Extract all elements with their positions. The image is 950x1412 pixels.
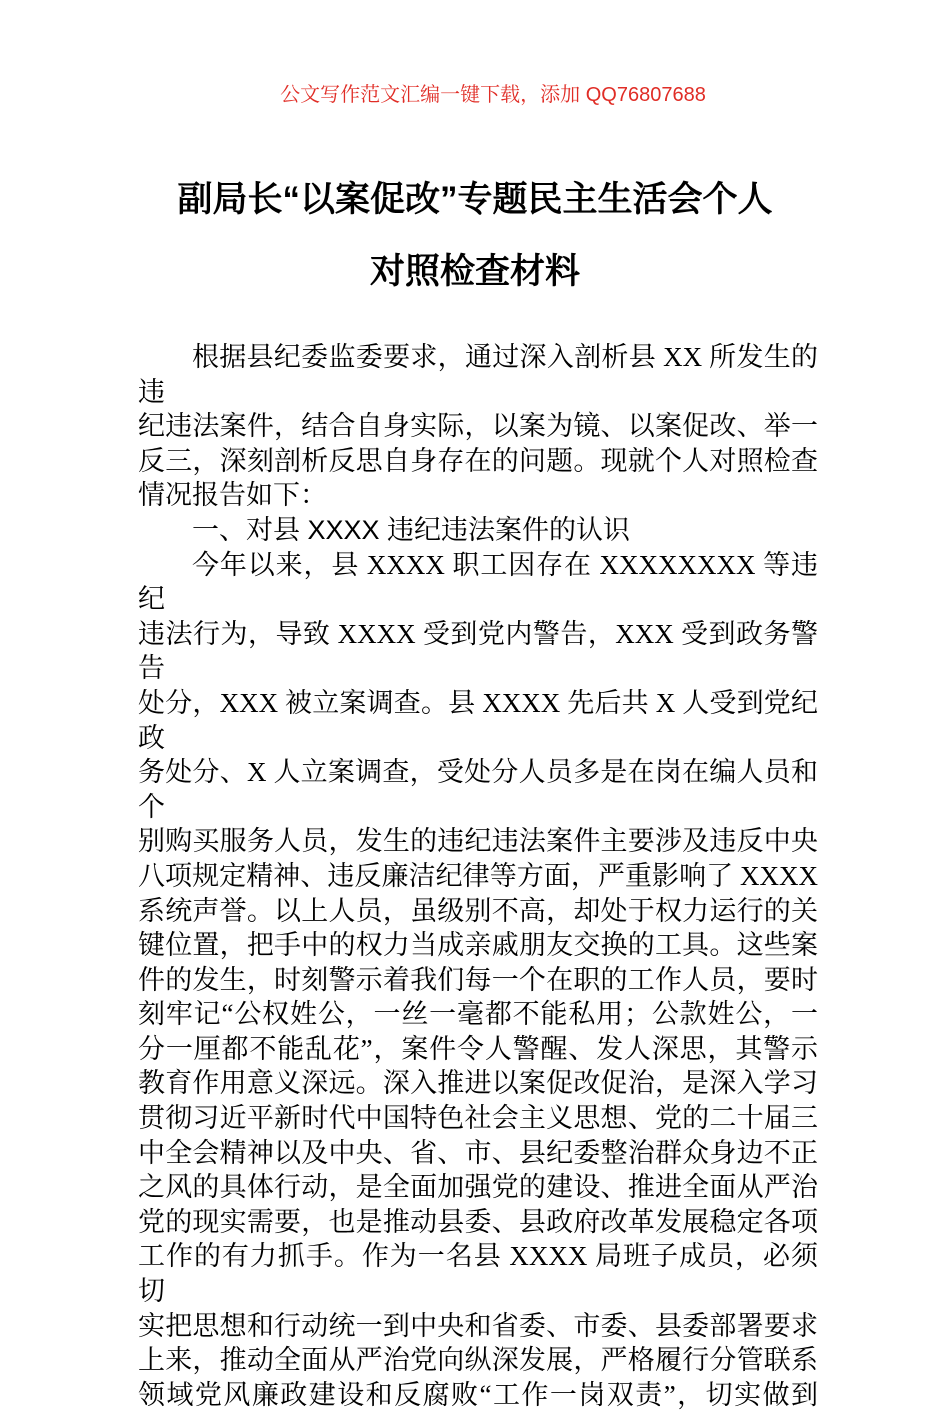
body-text-line: 系统声誉。以上人员，虽级别不高，却处于权力运行的关 [138, 895, 818, 926]
body-text-line: 今年以来，县 XXXX 职工因存在 XXXXXXXX 等违纪 [138, 549, 818, 615]
body-text-line: 实把思想和行动统一到中央和省委、市委、县委部署要求 [138, 1310, 818, 1341]
body-text-line: 情况报告如下： [138, 480, 327, 511]
promo-banner-text: 公文写作范文汇编一键下载，添加 QQ76807688 [280, 84, 706, 106]
section-heading [138, 513, 818, 548]
body-text-line: 分一厘都不能乱花”，案件令人警醒、发人深思，其警示 [138, 1033, 818, 1064]
title-line-2: 对照检查材料 [369, 252, 580, 291]
body-text-line: 违法行为，导致 XXXX 受到党内警告，XXX 受到政务警告 [138, 618, 818, 684]
body-text-line: 处分，XXX 被立案调查。县 XXXX 先后共 X 人受到党纪政 [138, 687, 818, 753]
body-text-line: 工作的有力抓手。作为一名县 XXXX 局班子成员，必须切 [138, 1241, 818, 1307]
body-text-line: 中全会精神以及中央、省、市、县纪委整治群众身边不正 [138, 1137, 818, 1168]
body-text-line: 根据县纪委监委要求，通过深入剖析县 XX 所发生的违 [138, 342, 818, 407]
body-text-line: 八项规定精神、违反廉洁纪律等方面，严重影响了 XXXX [138, 860, 818, 891]
body-text-line: 纪违法案件，结合自身实际，以案为镜、以案促改、举一 [138, 411, 818, 442]
body-text-line: 领域党风廉政建设和反腐败“工作一岗双责”，切实做到 [138, 1379, 818, 1410]
body-text-line: 务处分、X 人立案调查，受处分人员多是在岗在编人员和个 [138, 757, 818, 822]
body-text-line: 刻牢记“公权姓公，一丝一毫都不能私用；公款姓公，一 [138, 999, 818, 1030]
body-text-line: 别购买服务人员，发生的违纪违法案件主要涉及违反中央 [138, 826, 818, 857]
body-text-line: 之风的具体行动，是全面加强党的建设、推进全面从严治 [138, 1172, 818, 1203]
body-text-line: 教育作用意义深远。深入推进以案促改促治，是深入学习 [138, 1068, 818, 1099]
body-text-line: 上来，推动全面从严治党向纵深发展，严格履行分管联系 [138, 1345, 818, 1376]
paragraph [138, 340, 818, 513]
paragraph [138, 548, 818, 1412]
body-text-line: 贯彻习近平新时代中国特色社会主义思想、党的二十届三 [138, 1103, 818, 1134]
body-text-line: 键位置，把手中的权力当成亲戚朋友交换的工具。这些案 [138, 930, 818, 961]
document-title [0, 164, 950, 308]
body-text-line: 反三，深刻剖析反思自身存在的问题。现就个人对照检查 [138, 445, 818, 476]
document-body [138, 340, 818, 1412]
body-text-line: 党的现实需要，也是推动县委、县政府改革发展稳定各项 [138, 1206, 818, 1237]
section-heading-line: 一、对县 XXXX 违纪违法案件的认识 [192, 514, 631, 545]
body-text-line: 件的发生，时刻警示着我们每一个在职的工作人员，要时 [138, 964, 818, 995]
title-line-1: 副局长“以案促改”专题民主生活会个人 [177, 180, 773, 219]
